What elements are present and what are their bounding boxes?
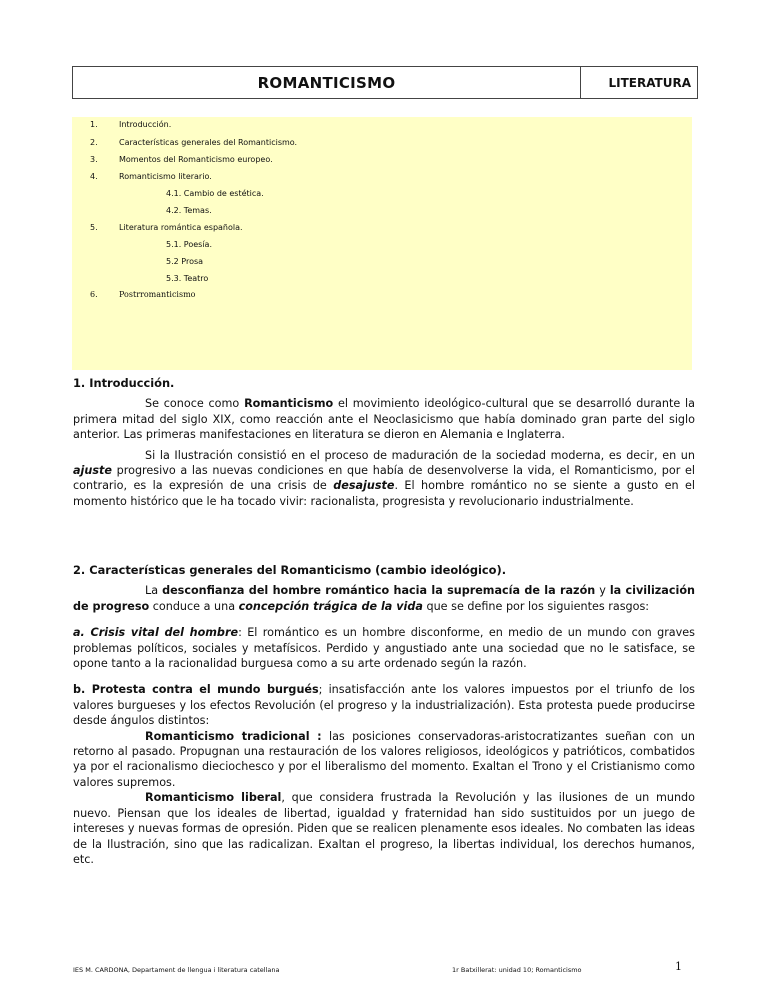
toc-number: 1.	[90, 120, 98, 129]
toc-subitem: 4.1. Cambio de estética.	[166, 189, 264, 198]
toc-item: Características generales del Romanticismo.	[119, 138, 298, 147]
header-box	[72, 66, 698, 99]
paragraph: Romanticismo liberal, que considera frustrada la Revolución y las ilusiones de un mundo nuevo. Piensan que los ideales de libertad, igualdad y fraternidad han sido sustituidos por un juego de intereses y nuevas formas de opresión. Piden que se realicen plenamente esos ideales. No combaten las ideas de la Ilustración, sino que las radicalizan. Exaltan el progreso, la libertas individual, los derechos humanos, etc.	[73, 791, 695, 866]
toc-item: Momentos del Romanticismo europeo.	[119, 155, 273, 164]
toc-item: Romanticismo literario.	[119, 172, 212, 181]
paragraph: Se conoce como Romanticismo el movimiento ideológico-cultural que se desarrolló durante la primera mitad del siglo XIX, como reacción ante el Neoclasicismo que había dominado gran parte del siglo anterior. Las primeras manifestaciones en literatura se dieron en Alemania e Inglaterra.	[73, 397, 695, 442]
toc-number: 3.	[90, 155, 98, 164]
page-number: 1	[675, 960, 682, 973]
toc-subitem: 5.1. Poesía.	[166, 240, 212, 249]
subject-label: LITERATURA	[608, 75, 691, 90]
paragraph: Romanticismo tradicional : las posiciones conservadoras-aristocratizantes sueñan con un retorno al pasado. Propugnan una restauración de los valores religiosos, ideológicos y patrióticos, combatidos ya por el racionalismo dieciochesco y por el liberalismo del momento. Exaltan el Trono y el Cristianismo como valores supremos.	[73, 729, 695, 789]
toc-item: Introducción.	[119, 120, 172, 129]
toc-item: Literatura romántica española.	[119, 223, 243, 232]
footer-center: 1r Batxillerat: unidad 10; Romanticismo	[452, 966, 582, 974]
toc-number: 4.	[90, 172, 98, 181]
toc-subitem: 4.2. Temas.	[166, 206, 212, 215]
document-title: ROMANTICISMO	[73, 67, 581, 98]
section-heading: 2. Características generales del Romanticismo (cambio ideológico).	[73, 563, 507, 577]
toc-subitem: 5.2 Prosa	[166, 257, 204, 266]
section-caracteristicas	[73, 563, 695, 867]
toc-number: 5.	[90, 223, 98, 232]
paragraph: b. Protesta contra el mundo burgués; insatisfacción ante los valores impuestos por el triunfo de los valores burgueses y los efectos Revolución (el progreso y la industrialización). Esta protesta puede producirse desde ángulos distintos:	[73, 683, 695, 728]
paragraph: Si la Ilustración consistió en el proceso de maduración de la sociedad moderna, es decir, en un ajuste progresivo a las nuevas condiciones en que había de desenvolverse la vida, el Romanticismo, por el contrario, es la expresión de una crisis de desajuste. El hombre romántico no se siente a gusto en el momento histórico que le ha tocado vivir: racionalista, progresista y revolucionario industrialmente.	[73, 448, 695, 508]
paragraph: La desconfianza del hombre romántico hacia la supremacía de la razón y la civilización de progreso conduce a una concepción trágica de la vida que se define por los siguientes rasgos:	[73, 584, 695, 613]
footer-left: IES M. CARDONA, Departament de llengua i literatura catellana	[73, 966, 280, 974]
section-heading: 1. Introducción.	[73, 376, 175, 390]
toc-subitem: 5.3. Teatro	[166, 274, 209, 283]
section-introduccion	[73, 376, 695, 509]
toc-number: 6.	[90, 290, 98, 299]
paragraph: a. Crisis vital del hombre: El romántico es un hombre disconforme, en medio de un mundo con graves problemas políticos, sociales y metafísicos. Perdido y angustiado ante una sociedad que no le satisface, se opone tanto a la racionalidad burguesa como a su arte ordenado según la razón.	[73, 626, 695, 671]
toc-number: 2.	[90, 138, 98, 147]
toc-item: Postrromanticismo	[119, 290, 196, 299]
